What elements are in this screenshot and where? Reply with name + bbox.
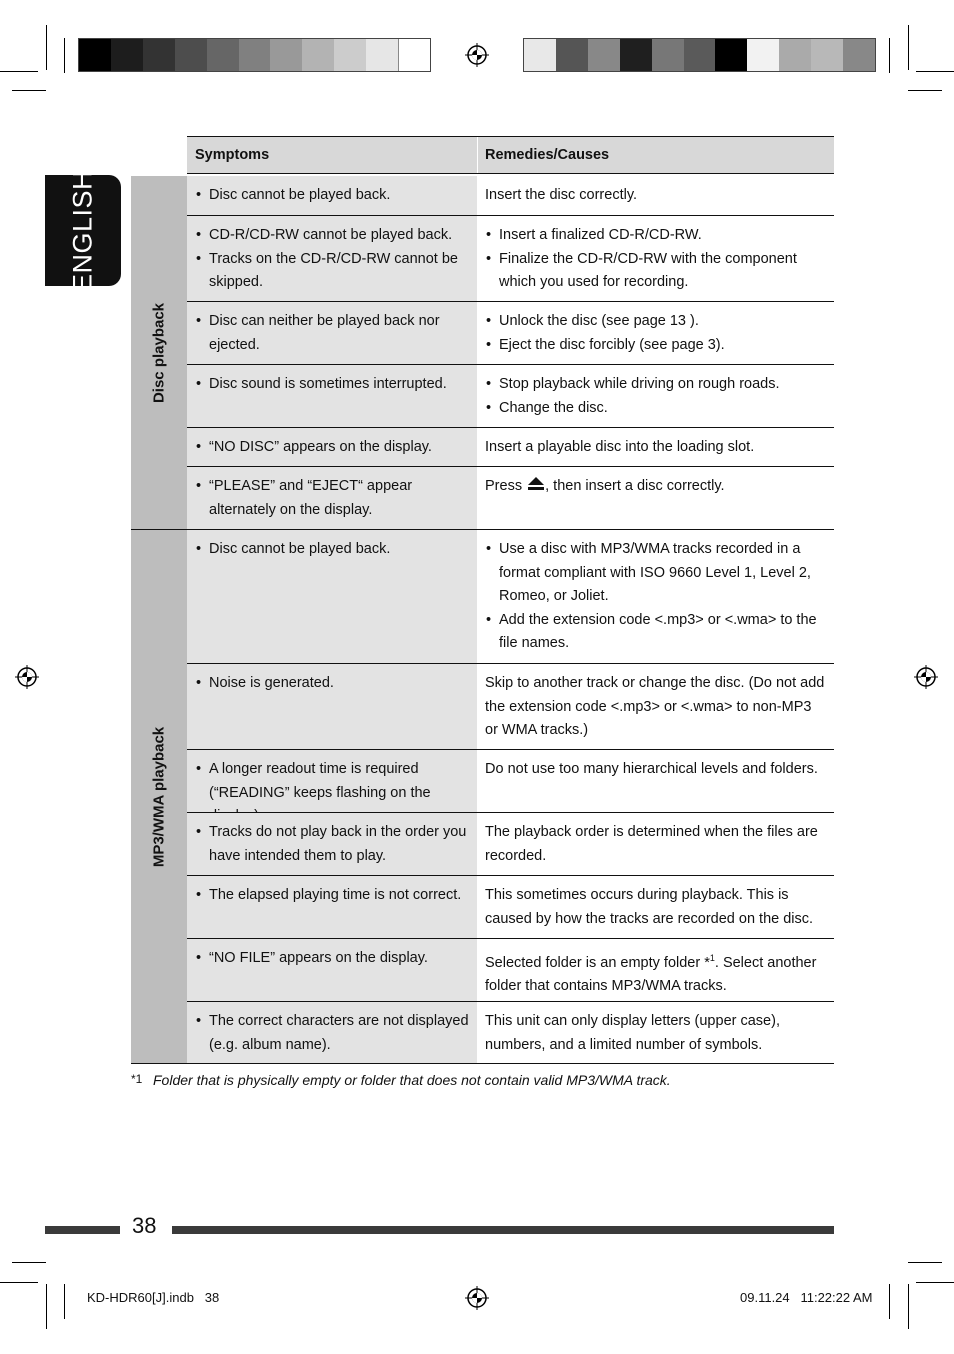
table-row xyxy=(187,428,834,467)
header-symptoms: Symptoms xyxy=(195,147,270,163)
symptom-item: • Tracks do not play back in the order you have intended them to play. xyxy=(195,821,469,868)
page-bar-right xyxy=(172,1226,834,1234)
symptom-item: • “NO DISC” appears on the display. xyxy=(195,436,469,460)
crop-mark xyxy=(46,25,47,70)
table-row xyxy=(187,176,834,216)
symptom-item: • Noise is generated. xyxy=(195,672,469,696)
symptom-item: • Disc cannot be played back. xyxy=(195,538,469,562)
group-label: Disc playback xyxy=(150,302,168,404)
remedy-item: • Finalize the CD-R/CD-RW with the component which you used for recording. xyxy=(485,248,826,295)
crop-mark xyxy=(12,1262,46,1263)
crop-mark xyxy=(889,1284,890,1319)
remedy-text-part: Selected folder is an empty folder * xyxy=(485,954,710,971)
crop-mark xyxy=(0,71,38,72)
remedy-text: Insert a playable disc into the loading slot. xyxy=(485,439,755,455)
symptom-item: • Disc can neither be played back nor ejected. xyxy=(195,310,469,357)
crop-mark xyxy=(908,90,942,91)
table-row xyxy=(187,813,834,876)
symptom-item: • A longer readout time is required (“READING” keeps flashing on the xyxy=(195,758,469,829)
remedy-item: • Insert a finalized CD-R/CD-RW. xyxy=(485,224,826,248)
symptom-item: • The elapsed playing time is not correct. xyxy=(195,884,469,908)
table-row xyxy=(187,664,834,750)
symptom-item: • Disc sound is sometimes interrupted. xyxy=(195,373,469,397)
remedy-text xyxy=(485,475,826,499)
header-remedies: Remedies/Causes xyxy=(485,147,610,163)
symptom-item: • “PLEASE” and “EJECT“ appear alternately on the display. xyxy=(195,475,469,522)
footnote-text: Folder that is physically empty or folder that does not contain valid MP3/WMA track. xyxy=(153,1072,671,1088)
language-tab xyxy=(45,169,121,292)
symptom-item: • “NO FILE” appears on the display. xyxy=(195,947,469,971)
remedy-text-part: Press xyxy=(485,478,523,494)
table-header xyxy=(187,136,834,174)
registration-mark-icon xyxy=(914,665,938,689)
crop-mark xyxy=(908,25,909,70)
table-row xyxy=(187,876,834,939)
crop-mark xyxy=(916,71,954,72)
remedy-text xyxy=(485,947,826,999)
crop-mark xyxy=(908,1262,942,1263)
remedy-item: • Stop playback while driving on rough roads. xyxy=(485,373,826,397)
crop-mark xyxy=(908,1284,909,1329)
crop-mark xyxy=(916,1282,954,1283)
remedy-text: Insert the disc correctly. xyxy=(485,187,638,203)
registration-mark-icon xyxy=(465,1286,489,1310)
remedy-item: • Unlock the disc (see page 13 ). xyxy=(485,310,826,334)
footnote-ref: 1 xyxy=(709,953,715,963)
crop-mark xyxy=(0,1282,38,1283)
page-number: 38 xyxy=(132,1213,157,1238)
crop-mark xyxy=(64,1284,65,1319)
group-label: MP3/WMA playback xyxy=(150,726,168,868)
table-row xyxy=(187,365,834,428)
remedy-text: The playback order is determined when the files are recorded. xyxy=(485,824,818,864)
remedy-text-part: . Select another folder that contains MP3/WMA tracks. xyxy=(485,954,817,995)
page-bar-left xyxy=(45,1226,120,1234)
eject-icon xyxy=(528,477,544,491)
registration-mark-icon xyxy=(465,43,489,67)
crop-mark xyxy=(46,1284,47,1329)
remedy-item: • Eject the disc forcibly (see page 3). xyxy=(485,334,826,358)
group-mp3-wma-playback xyxy=(131,530,187,1064)
remedy-item: • Add the extension code <.mp3> or <.wma> to the file names. xyxy=(485,609,826,656)
remedy-text: Skip to another track or change the disc. (Do not add the extension code <.mp3> or <.wma> to non-MP3 or WMA tracks.) xyxy=(485,675,825,738)
footnote-marker: *1 xyxy=(131,1072,143,1086)
crop-mark xyxy=(12,90,46,91)
crop-mark xyxy=(64,38,65,73)
symptom-item: • CD-R/CD-RW cannot be played back. xyxy=(195,224,469,248)
remedy-text: This sometimes occurs during playback. This is caused by how the tracks are recorded on the disc. xyxy=(485,887,814,927)
remedy-item: • Use a disc with MP3/WMA tracks recorded in a format compliant with ISO 9660 Level 1, Level 2, Romeo, or Joliet. xyxy=(485,538,826,609)
table-row xyxy=(187,216,834,302)
symptom-item: • The correct characters are not displayed (e.g. album name). xyxy=(195,1010,469,1057)
table-row xyxy=(187,939,834,1002)
print-footer-timestamp: 09.11.24 11:22:22 AM xyxy=(740,1290,873,1305)
remedy-text: Do not use too many hierarchical levels and folders. xyxy=(485,761,818,777)
grayscale-color-bar xyxy=(78,38,431,72)
remedy-item: • Change the disc. xyxy=(485,397,826,421)
remedy-text-part: , then insert a disc correctly. xyxy=(545,478,725,494)
language-tab-label: ENGLISH xyxy=(67,169,98,292)
table-row xyxy=(187,467,834,530)
symptom-item: • Disc cannot be played back. xyxy=(195,184,469,208)
table-row xyxy=(187,530,834,664)
remedy-text: This unit can only display letters (upper case), numbers, and a limited number of symbols. xyxy=(485,1013,780,1053)
table-row xyxy=(187,302,834,365)
crop-mark xyxy=(889,38,890,73)
table-row xyxy=(187,1002,834,1064)
group-disc-playback xyxy=(131,176,187,530)
registration-mark-icon xyxy=(15,665,39,689)
print-footer-file: KD-HDR60[J].indb 38 xyxy=(87,1290,220,1305)
color-control-bar xyxy=(523,38,876,72)
symptom-item: • Tracks on the CD-R/CD-RW cannot be skipped. xyxy=(195,248,469,295)
table-row xyxy=(187,750,834,813)
